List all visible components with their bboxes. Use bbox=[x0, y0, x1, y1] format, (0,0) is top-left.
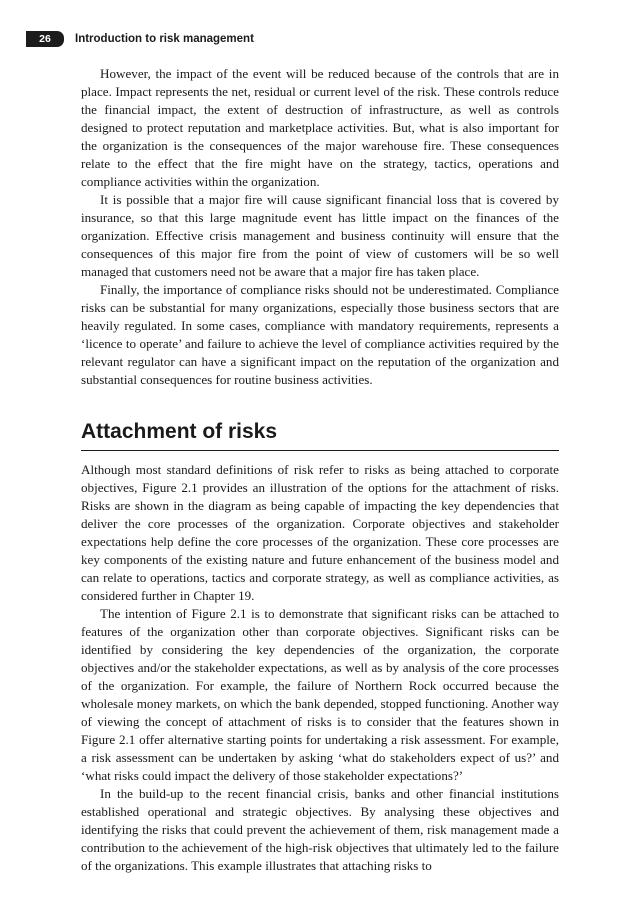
page-body bbox=[81, 65, 559, 875]
body-paragraph: However, the impact of the event will be reduced because of the controls that are in place. Impact represents the net, residual or current level of the risk. These controls reduce the financial impact, the extent of destruction of infrastructure, as well as controls designed to protect reputation and marketplace activities. But, what is also important for the organization is the consequences of the major warehouse fire. These consequences relate to the effect that the fire might have on the strategy, tactics, operations and compliance activities within the organization. bbox=[81, 66, 559, 189]
body-paragraph: Although most standard definitions of risk refer to risks as being attached to corporate objectives, Figure 2.1 provides an illustration of the options for the attachment of risks. Risks are shown in the diagram as being capable of impacting the key dependencies that deliver the core processes of the organization. Corporate objectives and stakeholder expectations help define the core processes of the organization. These core processes are key components of the existing nature and future enhancement of the business model and can relate to operations, tactics and corporate strategy, as well as compliance activities, as considered further in Chapter 19. bbox=[81, 462, 559, 603]
body-paragraph: Finally, the importance of compliance risks should not be underestimated. Compliance risks can be substantial for many organizations, especially those business sectors that are heavily regulated. In some cases, compliance with mandatory requirements, represents a ‘licence to operate’ and failure to achieve the level of compliance activities required by the relevant regulator can have a significant impact on the reputation of the organization and substantial consequences for routine business activities. bbox=[81, 282, 559, 387]
section-heading: Attachment of risks bbox=[81, 420, 278, 443]
running-head bbox=[26, 31, 254, 47]
running-head-title: Introduction to risk management bbox=[75, 33, 254, 45]
body-paragraph: The intention of Figure 2.1 is to demonstrate that significant risks can be attached to features of the organization other than corporate objectives. Significant risks can be identified by considering the key dependencies of the organization, the corporate objectives and/or the stakeholder expectations, as well as by analysis of the core processes of the organization. For example, the failure of Northern Rock occurred because the wholesale money markets, on which the bank depended, stopped functioning. Another way of viewing the concept of attachment of risks is to consider that the features shown in Figure 2.1 offer alternative starting points for undertaking a risk assessment. For example, a risk assessment can be undertaken by asking ‘what do stakeholders expect of us?’ and ‘what risks could impact the delivery of those stakeholder expectations?’ bbox=[81, 606, 559, 783]
body-paragraph: In the build-up to the recent financial crisis, banks and other financial institutions established operational and strategic objectives. By analysing these objectives and identifying the risks that could prevent the achievement of them, risk management made a contribution to the achievement of the high-risk objectives that ultimately led to the failure of the organizations. This example illustrates that attaching risks to bbox=[81, 786, 559, 873]
body-paragraph: It is possible that a major fire will cause significant financial loss that is covered by insurance, so that this large magnitude event has little impact on the finances of the organization. Effective crisis management and business continuity will ensure that the consequences of this major fire from the point of view of customers will be so well managed that customers need not be aware that a major fire has taken place. bbox=[81, 192, 559, 279]
page-number: 26 bbox=[26, 31, 64, 47]
heading-rule bbox=[81, 450, 559, 451]
